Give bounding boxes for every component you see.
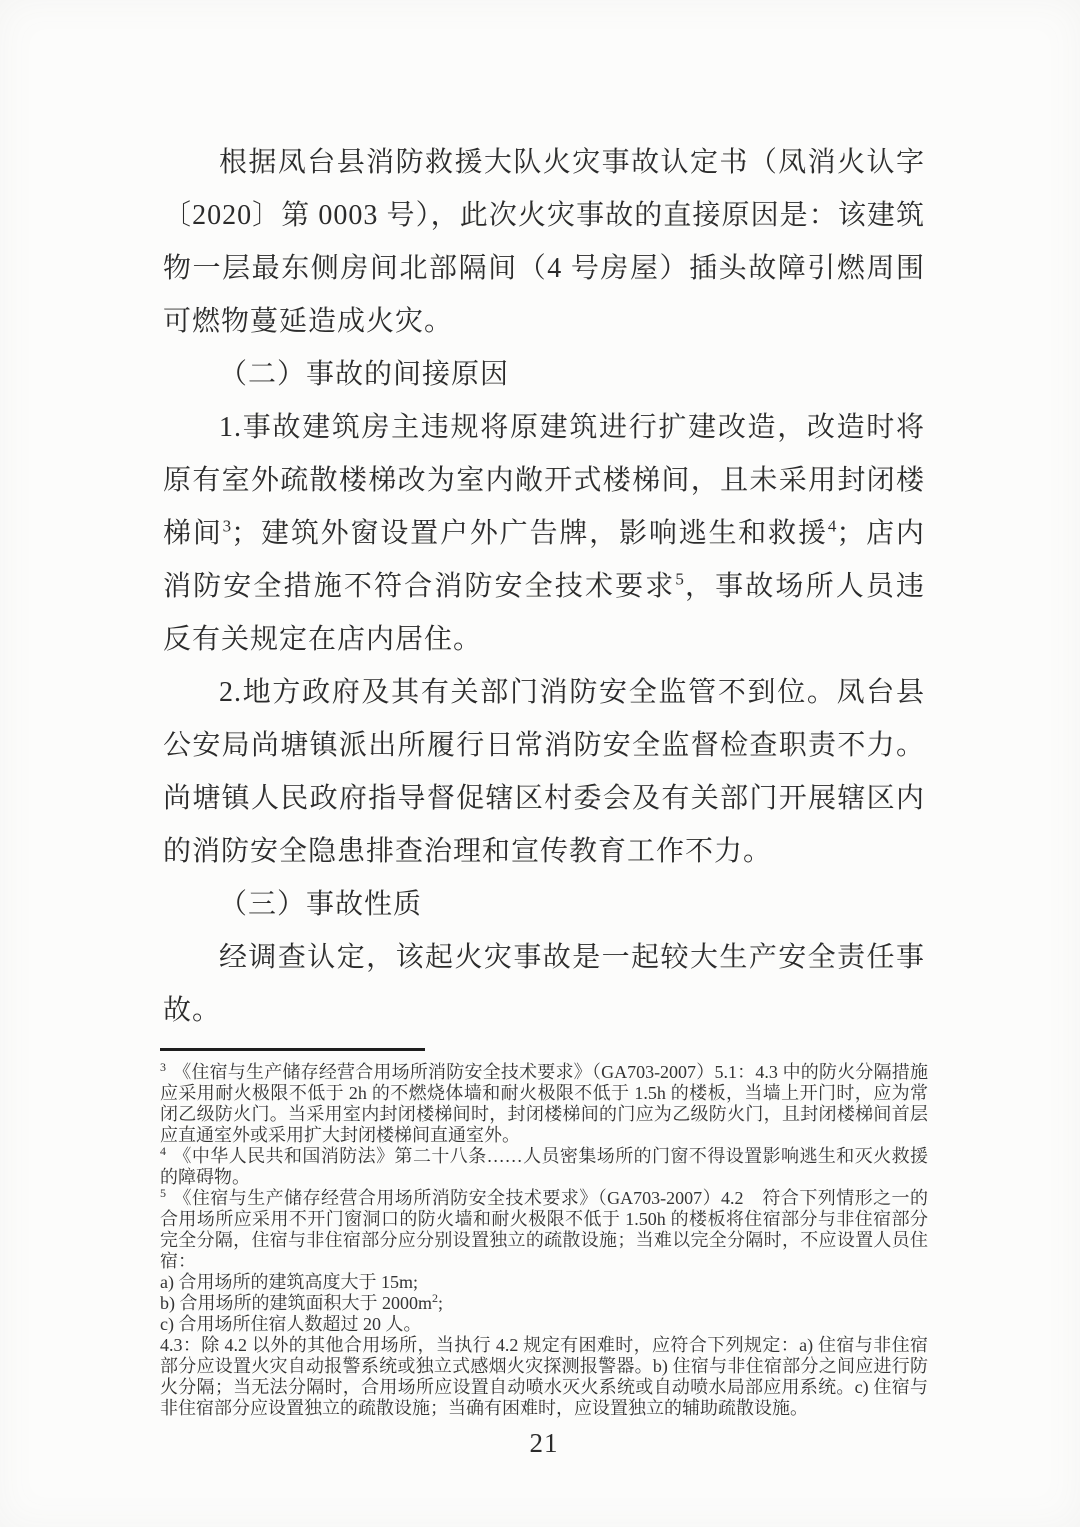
- paragraph-direct-cause: 根据凤台县消防救援大队火灾事故认定书（凤消火认字〔2020〕第 0003 号），此次火灾事故的直接原因是：该建筑物一层最东侧房间北部隔间（4 号房屋）插头故障引燃周围可燃物蔓延造成火灾。: [163, 147, 925, 337]
- footnote-3-marker: 3: [160, 1060, 166, 1074]
- page-number: 21: [529, 1428, 559, 1458]
- superscript-2: 2: [432, 1291, 438, 1305]
- section-heading-accident-nature: （三）事故性质: [219, 889, 423, 920]
- page-footer: [160, 1048, 928, 1459]
- footnote-4-text: 《中华人民共和国消防法》第二十八条……人员密集场所的门窗不得设置影响逃生和灭火救援的障碍物。: [160, 1146, 928, 1187]
- footnotes-block: [160, 1062, 928, 1419]
- footnote-5-item-b: [160, 1293, 928, 1314]
- footnote-4-marker: 4: [160, 1144, 166, 1158]
- text-segment: ；店内消防安全措施不符合消防安全技术要求: [163, 518, 925, 602]
- footnote-5-clause-43: 4.3：除 4.2 以外的其他合用场所，当执行 4.2 规定有困难时，应符合下列规定：a) 住宿与非住宿部分应设置火灾自动报警系统或独立式感烟火灾探测报警器。b) 住宿与非住宿部分之间应进行防火分隔；当无法分隔时，合用场所应设置自动喷水灭火系统或自动喷水局部应用系统。c) 住宿与非住宿部分应设置独立的疏散设施；当确有困难时，应设置独立的辅助疏散设施。: [160, 1335, 928, 1418]
- footnote-5-item-c: c) 合用场所住宿人数超过 20 人。: [160, 1314, 422, 1334]
- footnote-3: [160, 1062, 928, 1146]
- paragraph-indirect-cause-2: 2.地方政府及其有关部门消防安全监管不到位。凤台县公安局尚塘镇派出所履行日常消防安全监督检查职责不力。尚塘镇人民政府指导督促辖区村委会及有关部门开展辖区内的消防安全隐患排查治理和宣传教育工作不力。: [163, 677, 925, 867]
- paragraph-indirect-cause-1: [163, 401, 925, 666]
- footnote-ref-4: 4: [827, 516, 837, 536]
- footnote-separator: [160, 1048, 425, 1051]
- footnote-5-item-a: a) 合用场所的建筑高度大于 15m;: [160, 1272, 418, 1292]
- footnote-5-text: 《住宿与生产储存经营合用场所消防安全技术要求》（GA703-2007）4.2 符合下列情形之一的合用场所应采用不开门窗洞口的防火墙和耐火极限不低于 1.50h 的楼板将住宿部分与非住宿部分完全分隔，住宿与非住宿部分应分别设置独立的疏散设施；当难以完全分隔时，不应设置人员住宿：: [160, 1188, 928, 1271]
- footnote-ref-3: 3: [222, 516, 232, 536]
- footnote-5: [160, 1188, 928, 1272]
- report-body: [163, 136, 925, 1037]
- paragraph-accident-nature: 经调查认定，该起火灾事故是一起较大生产安全责任事故。: [163, 942, 925, 1026]
- text-segment: b) 合用场所的建筑面积大于 2000m: [160, 1293, 432, 1313]
- footnote-ref-5: 5: [675, 569, 684, 589]
- text-segment: ;: [438, 1293, 444, 1313]
- footnote-4: [160, 1146, 928, 1188]
- footnote-3-text: 《住宿与生产储存经营合用场所消防安全技术要求》（GA703-2007）5.1：4.3 中的防火分隔措施应采用耐火极限不低于 2h 的不燃烧体墙和耐火极限不低于 1.5h 的楼板，当墙上开门时，应为常闭乙级防火门。当采用室内封闭楼梯间时，封闭楼梯间的门应为乙级防火门，且封闭楼梯间首层应直通室外或采用扩大封闭楼梯间直通室外。: [160, 1062, 928, 1145]
- text-segment: ；建筑外窗设置户外广告牌，影响逃生和救援: [231, 518, 828, 549]
- section-heading-indirect-cause: （二）事故的间接原因: [219, 359, 510, 390]
- text-segment: 1.事故建筑房主违规将原建筑进行扩建改造，改造时将原有室外疏散楼梯改为室内敞开式楼梯间，且未采用封闭楼梯间: [163, 412, 925, 549]
- text-segment: ，事故场所人员违反有关规定在店内居住。: [163, 571, 925, 655]
- footnote-5-marker: 5: [160, 1186, 166, 1200]
